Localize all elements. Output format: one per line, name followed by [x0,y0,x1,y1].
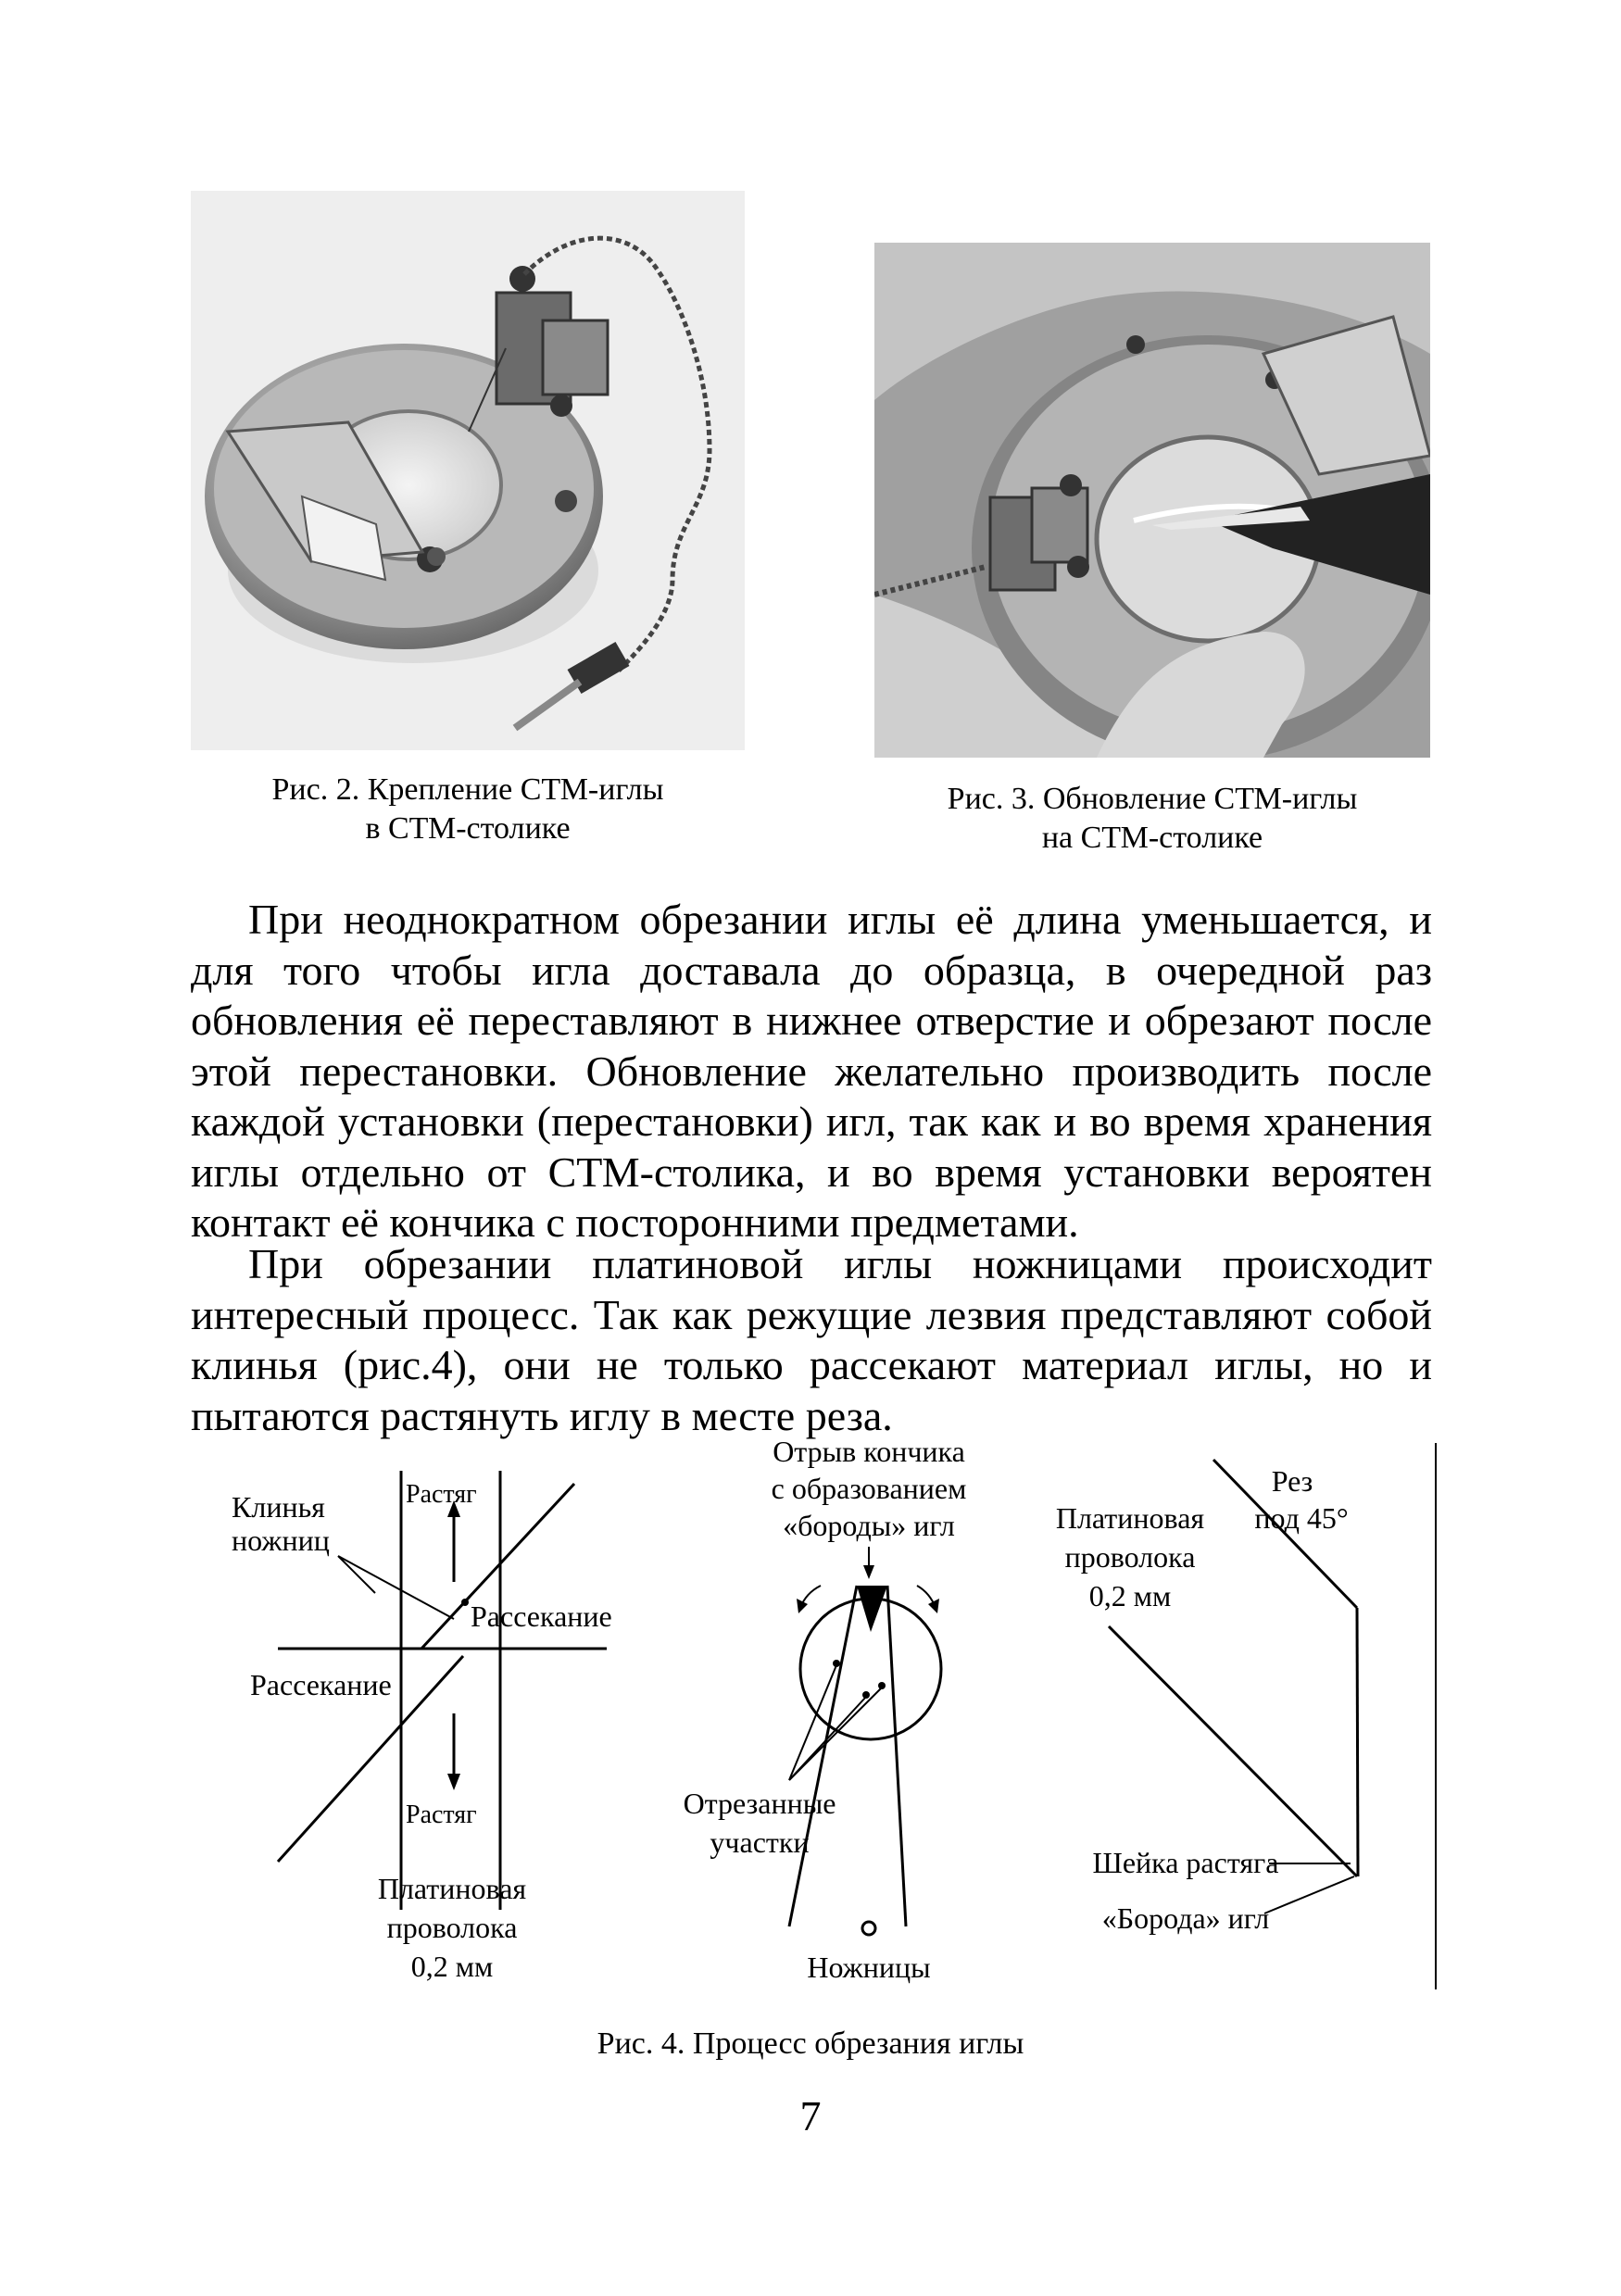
label-rastyag-bottom: Растяг [406,1800,477,1829]
wire-diagonal [1109,1626,1357,1876]
label-otrez-1: Отрезанные [683,1787,836,1820]
label-otryv-2: с образованием [771,1472,967,1505]
label-klinya-2: ножниц [232,1524,330,1557]
label-otryv-3: «бороды» игл [783,1509,955,1542]
label-nozhnicy: Ножницы [807,1951,931,1984]
fig3-caption-line1: Рис. 3. Обновление СТМ-иглы [947,782,1358,816]
label-wire-3: 0,2 мм [410,1950,494,1983]
klinya-leader-1 [338,1556,375,1593]
label-wire-2: проволока [386,1911,518,1944]
fig4-caption: Рис. 4. Процесс обрезания иглы [597,2026,1024,2061]
scissor-blade-right [887,1586,906,1926]
label-rastyag-top: Растяг [406,1480,477,1509]
label-rassechenie-left: Рассекание [250,1668,392,1701]
rassechenie-point [461,1599,469,1606]
label-boroda: «Борода» игл [1101,1901,1270,1935]
paragraph-2: При обрезании платиновой иглы ножницами происходит интересный процесс. Так как режущие лезвия представляют собой клинья (рис.4), они не только рассекают материал иглы, но и пытаются растянуть иглу в месте реза. [191,1240,1432,1439]
fig2-caption [191,771,745,848]
paragraph-1: При неоднократном обрезании иглы её длина уменьшается, и для того чтобы игла доставала до образца, в очередной раз обновления её переставляют в нижнее отверстие и обрезают после этой перестановки. Обновление желательно производить после каждой установки (перестановки) игл, так как и во время хранения иглы отдельно от СТМ-столика, и во время установки вероятен контакт её кончика с посторонними предметами. [191,896,1432,1246]
wire-right-side [1357,1608,1358,1876]
fig4-right [1056,1443,1436,1989]
rotation-arrow-right-head [928,1599,939,1613]
fig3-caption-line2: на СТМ-столике [1041,821,1263,855]
label-sheyka: Шейка растяга [1092,1846,1279,1879]
klinya-leader-2 [338,1556,454,1619]
label-rez-1: Рез [1271,1464,1313,1498]
otrez-leader-3 [789,1687,882,1780]
fig2-photo [191,191,745,750]
fig3-caption [874,780,1430,858]
otryv-arrow-head [863,1565,874,1579]
label-wire-r-1: Платиновая [1055,1501,1205,1535]
fig3-photo-illustration [874,243,1430,758]
fig4-diagram [222,1417,1445,2010]
label-rez-2: под 45° [1254,1501,1349,1535]
label-wire-r-2: проволока [1064,1540,1196,1574]
label-otrez-2: участки [710,1826,810,1859]
arrow-down-head [447,1774,460,1790]
boroda-leader [1264,1876,1354,1913]
label-klinya-1: Клинья [232,1490,325,1524]
fig2-caption-line2: в СТМ-столике [365,811,571,846]
rotation-arrow-left-head [797,1599,808,1613]
label-wire-1: Платиновая [377,1872,527,1905]
label-otryv-1: Отрыв кончика [773,1435,965,1468]
fig4-left [232,1471,612,1983]
fig3-photo [874,243,1430,758]
label-rassechenie-right: Рассекание [471,1600,612,1633]
fig2-photo-illustration [191,191,745,750]
page-number: 7 [799,2092,822,2139]
label-wire-r-3: 0,2 мм [1088,1579,1172,1612]
fig2-caption-line1: Рис. 2. Крепление СТМ-иглы [271,772,664,807]
beard-tip [857,1586,887,1632]
fig4-middle [684,1435,967,1984]
scissor-pivot [862,1922,875,1935]
